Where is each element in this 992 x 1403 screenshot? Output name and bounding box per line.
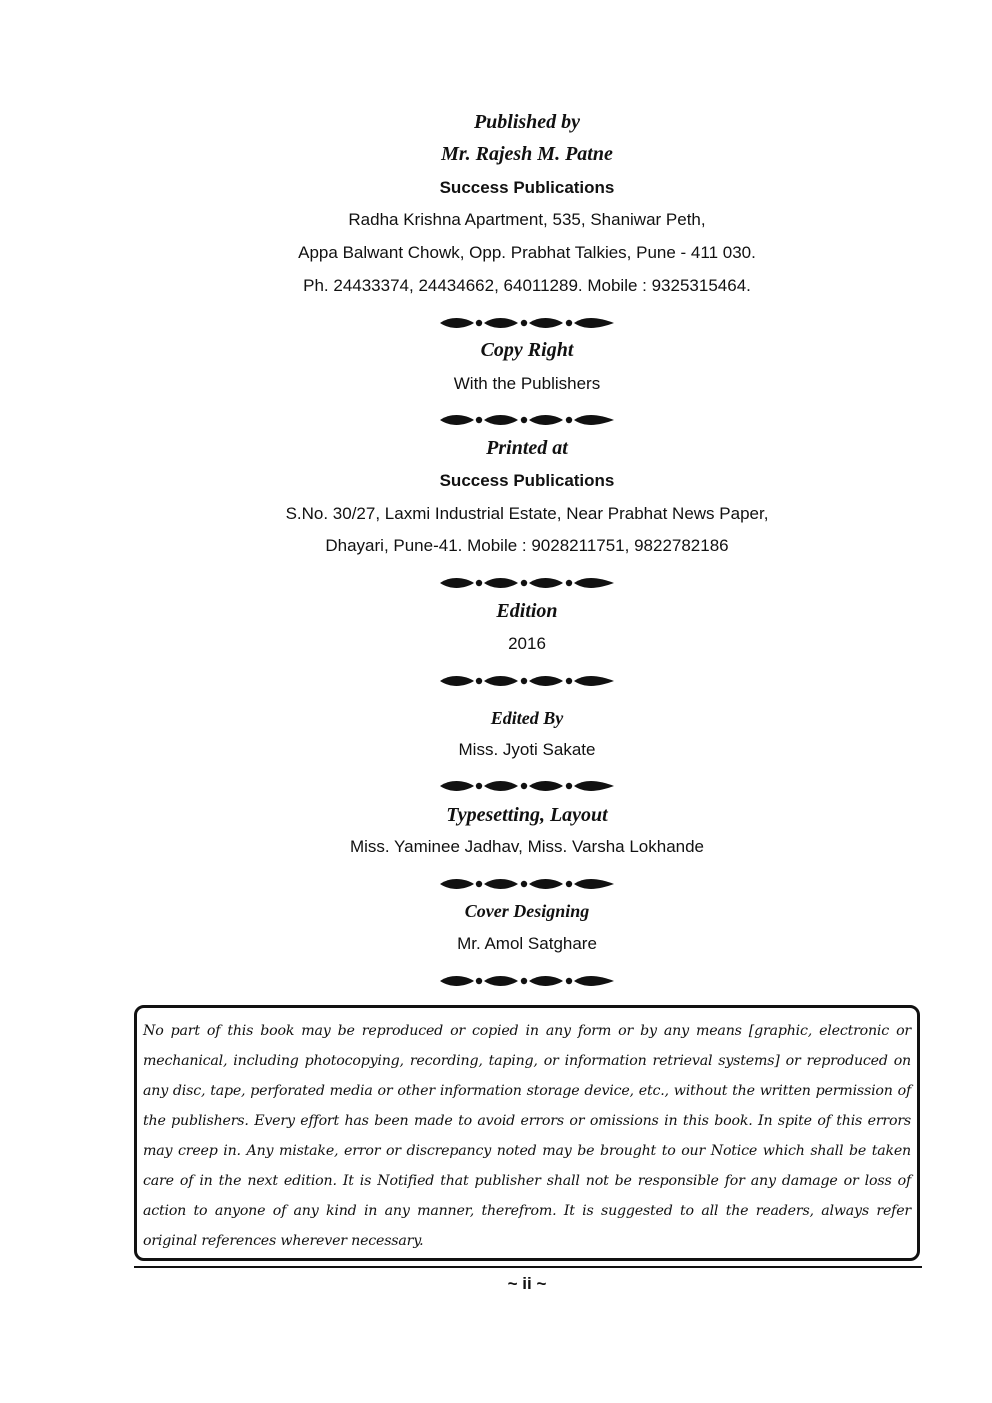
copyright-notice-text: No part of this book may be reproduced or copied in any form or by any means [graphic, electronic or mechanical, including photocopying, recording, taping, or information retrieval systems] or reproduced on any disc, tape, perforated media or other information storage device, etc., without the written permission of the publishers. Every effort has been made to avoid errors or omissions in this book. In spite of this errors may creep in. Any mistake, error or discrepancy noted may be brought to our Notice which shall be taken care of in the next edition. It is Notified that publisher shall not be responsible for any damage or loss of action to anyone of any kind in any manner, therefrom. It is suggested to all the readers, always refer original references wherever necessary. [143, 1023, 911, 1249]
ornament-divider-icon [438, 779, 616, 793]
ornament-divider-icon [438, 316, 616, 330]
typesetting-heading: Typesetting, Layout [446, 804, 608, 826]
copyright-value: With the Publishers [453, 374, 601, 393]
printer-company: Success Publications [439, 471, 615, 490]
page-number: ~ ii ~ [507, 1274, 547, 1293]
publisher-name: Mr. Rajesh M. Patne [441, 143, 613, 165]
footer-rule [134, 1266, 922, 1268]
edition-heading: Edition [496, 600, 558, 622]
printer-address-line1: S.No. 30/27, Laxmi Industrial Estate, Near Prabhat News Paper, [285, 504, 769, 523]
ornament-divider-icon [438, 877, 616, 891]
publisher-phones: Ph. 24433374, 24434662, 64011289. Mobile : 9325315464. [303, 276, 751, 295]
copyright-notice-box [134, 1005, 920, 1261]
ornament-divider-icon [438, 576, 616, 590]
cover-value: Mr. Amol Satghare [457, 934, 597, 953]
printer-address-line2: Dhayari, Pune-41. Mobile : 9028211751, 9822782186 [325, 536, 729, 555]
publisher-company: Success Publications [439, 178, 615, 197]
ornament-divider-icon [438, 413, 616, 427]
ornament-divider-icon [438, 974, 616, 988]
cover-heading: Cover Designing [464, 901, 590, 921]
copyright-heading: Copy Right [480, 339, 574, 361]
edition-value: 2016 [508, 634, 546, 653]
edited-value: Miss. Jyoti Sakate [458, 740, 596, 759]
published-heading: Published by [473, 111, 581, 133]
publisher-address-line2: Appa Balwant Chowk, Opp. Prabhat Talkies, Pune - 411 030. [298, 243, 756, 262]
ornament-divider-icon [438, 674, 616, 688]
edited-heading: Edited By [490, 708, 564, 728]
printed-heading: Printed at [486, 437, 568, 459]
publisher-address-line1: Radha Krishna Apartment, 535, Shaniwar Peth, [348, 210, 706, 229]
typesetting-value: Miss. Yaminee Jadhav, Miss. Varsha Lokhande [349, 837, 705, 856]
